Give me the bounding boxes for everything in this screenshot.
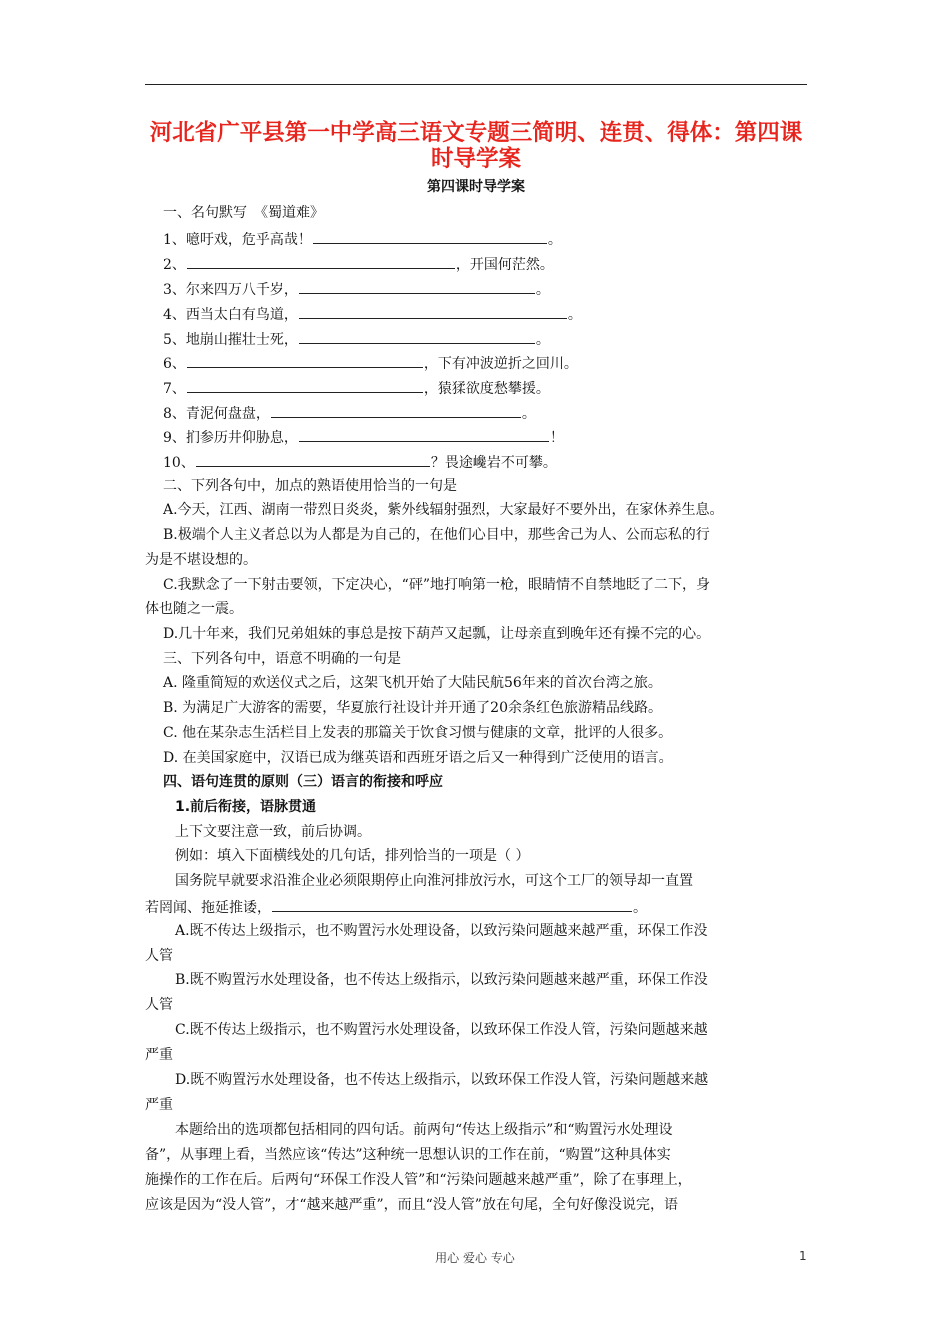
recite-item-8-end: 。 [521,406,536,422]
section2-option-a: A.今天，江西、湖南一带烈日炎炎，紫外线辐射强烈，大家最好不要外出，在家休养生息。 [163,502,724,518]
recite-item-9-end: ！ [549,430,564,446]
section3-option-a: A. 隆重简短的欢送仪式之后，这架飞机开始了大陆民航56年来的首次台湾之旅。 [163,675,662,691]
answer-blank[interactable] [187,352,423,368]
example-question-line2 [145,896,647,918]
recite-item-3-prompt: 3、尔来四万八千岁， [163,282,298,298]
analysis-line-1: 本题给出的选项都包括相同的四句话。前两句“传达上级指示”和“购置污水处理设 [175,1122,673,1138]
recite-item-6 [163,352,578,374]
section2-heading: 二、下列各句中，加点的熟语使用恰当的一句是 [163,478,457,494]
section3-option-d: D. 在美国家庭中，汉语已成为继英语和西班牙语之后又一种得到广泛使用的语言。 [163,750,673,766]
answer-blank[interactable] [272,896,632,912]
example-question-text: 若罔闻、拖延推诿， [145,900,271,916]
example-option-c-cont: 严重 [145,1047,173,1063]
recite-item-5 [163,328,550,350]
answer-blank[interactable] [313,228,547,244]
recite-item-10-prompt: 10、 [163,455,195,471]
section3-option-b: B. 为满足广大游客的需要，华夏旅行社设计并开通了20余条红色旅游精品线路。 [163,700,663,716]
recite-item-5-end: 。 [535,332,550,348]
answer-blank[interactable] [196,451,430,467]
example-option-b: B.既不购置污水处理设备，也不传达上级指示，以致污染问题越来越严重，环保工作没 [175,972,708,988]
answer-blank[interactable] [299,303,567,319]
recite-item-5-prompt: 5、地崩山摧壮士死， [163,332,298,348]
recite-item-3-end: 。 [535,282,550,298]
document-title: 河北省广平县第一中学高三语文专题三简明、连贯、得体：第四课时导学案 [149,120,803,172]
section3-heading: 三、下列各句中，语意不明确的一句是 [163,651,401,667]
answer-blank[interactable] [299,328,535,344]
example-option-d-cont: 严重 [145,1097,173,1113]
analysis-line-4: 应该是因为“没人管”，才“越来越严重”，而且“没人管”放在句尾，全句好像没说完，语 [145,1197,678,1213]
section3-option-c: C. 他在某杂志生活栏目上发表的那篇关于饮食习惯与健康的文章，批评的人很多。 [163,725,673,741]
example-option-d: D.既不购置污水处理设备，也不传达上级指示，以致环保工作没人管，污染问题越来越 [175,1072,709,1088]
recite-item-3 [163,278,550,300]
analysis-line-2: 备”，从事理上看，当然应该“传达”这种统一思想认识的工作在前，“购置”这种具体实 [145,1147,671,1163]
analysis-line-3: 施操作的工作在后。后两句“环保工作没人管”和“污染问题越来越严重”，除了在事理上， [145,1172,692,1188]
example-option-c: C.既不传达上级指示，也不购置污水处理设备，以致环保工作没人管，污染问题越来越 [175,1022,708,1038]
section4-heading: 四、语句连贯的原则（三）语言的衔接和呼应 [163,774,443,790]
section4-intro: 上下文要注意一致，前后协调。 [175,824,371,840]
recite-item-4 [163,303,582,325]
footer-slogan: 用心 爱心 专心 [435,1251,515,1265]
document-subtitle: 第四课时导学案 [427,179,525,195]
section4-subheading: 1.前后衔接，语脉贯通 [175,799,317,815]
answer-blank[interactable] [299,426,549,442]
recite-item-1-prompt: 1、噫吁戏，危乎高哉！ [163,232,312,248]
example-prompt: 例如：填入下面横线处的几句话，排列恰当的一项是（ ） [175,848,530,864]
recite-item-7-end: ，猿猱欲度愁攀援。 [423,381,550,397]
example-option-a: A.既不传达上级指示，也不购置污水处理设备，以致污染问题越来越严重，环保工作没 [175,923,708,939]
recite-item-10 [163,451,557,473]
section1-heading: 一、名句默写 《蜀道难》 [163,205,324,221]
recite-item-9-prompt: 9、扪参历井仰胁息， [163,430,298,446]
section2-option-b-cont: 为是不堪设想的。 [145,552,257,568]
header-rule [145,84,807,85]
section2-option-c-cont: 体也随之一震。 [145,601,243,617]
answer-blank[interactable] [187,377,423,393]
section2-option-b: B.极端个人主义者总以为人都是为自己的，在他们心目中，那些舍己为人、公而忘私的行 [163,527,710,543]
recite-item-9 [163,426,564,448]
recite-item-2-prompt: 2、 [163,257,186,273]
recite-item-8-prompt: 8、青泥何盘盘， [163,406,270,422]
page-number: 1 [799,1249,807,1263]
recite-item-2-end: ，开国何茫然。 [455,257,554,273]
example-question-end: 。 [633,900,647,916]
recite-item-4-prompt: 4、西当太白有鸟道， [163,307,298,323]
recite-item-10-end: ？畏途巉岩不可攀。 [430,455,557,471]
section2-option-d: D.几十年来，我们兄弟姐妹的事总是按下葫芦又起瓢，让母亲直到晚年还有操不完的心。 [163,626,711,642]
recite-item-7 [163,377,550,399]
recite-item-7-prompt: 7、 [163,381,186,397]
recite-item-8 [163,402,536,424]
recite-item-6-end: ，下有冲波逆折之回川。 [423,356,578,372]
answer-blank[interactable] [299,278,535,294]
example-question-line1: 国务院早就要求沿淮企业必须限期停止向淮河排放污水，可这个工厂的领导却一直置 [175,873,693,889]
recite-item-2 [163,253,554,275]
answer-blank[interactable] [187,253,455,269]
recite-item-1-end: 。 [547,232,562,248]
example-option-a-cont: 人管 [145,948,173,964]
answer-blank[interactable] [271,402,521,418]
section2-option-c: C.我默念了一下射击要领，下定决心，“砰”地打响第一枪，眼睛情不自禁地眨了二下，身 [163,577,710,593]
example-option-b-cont: 人管 [145,997,173,1013]
recite-item-6-prompt: 6、 [163,356,186,372]
recite-item-4-end: 。 [567,307,582,323]
recite-item-1 [163,228,562,250]
